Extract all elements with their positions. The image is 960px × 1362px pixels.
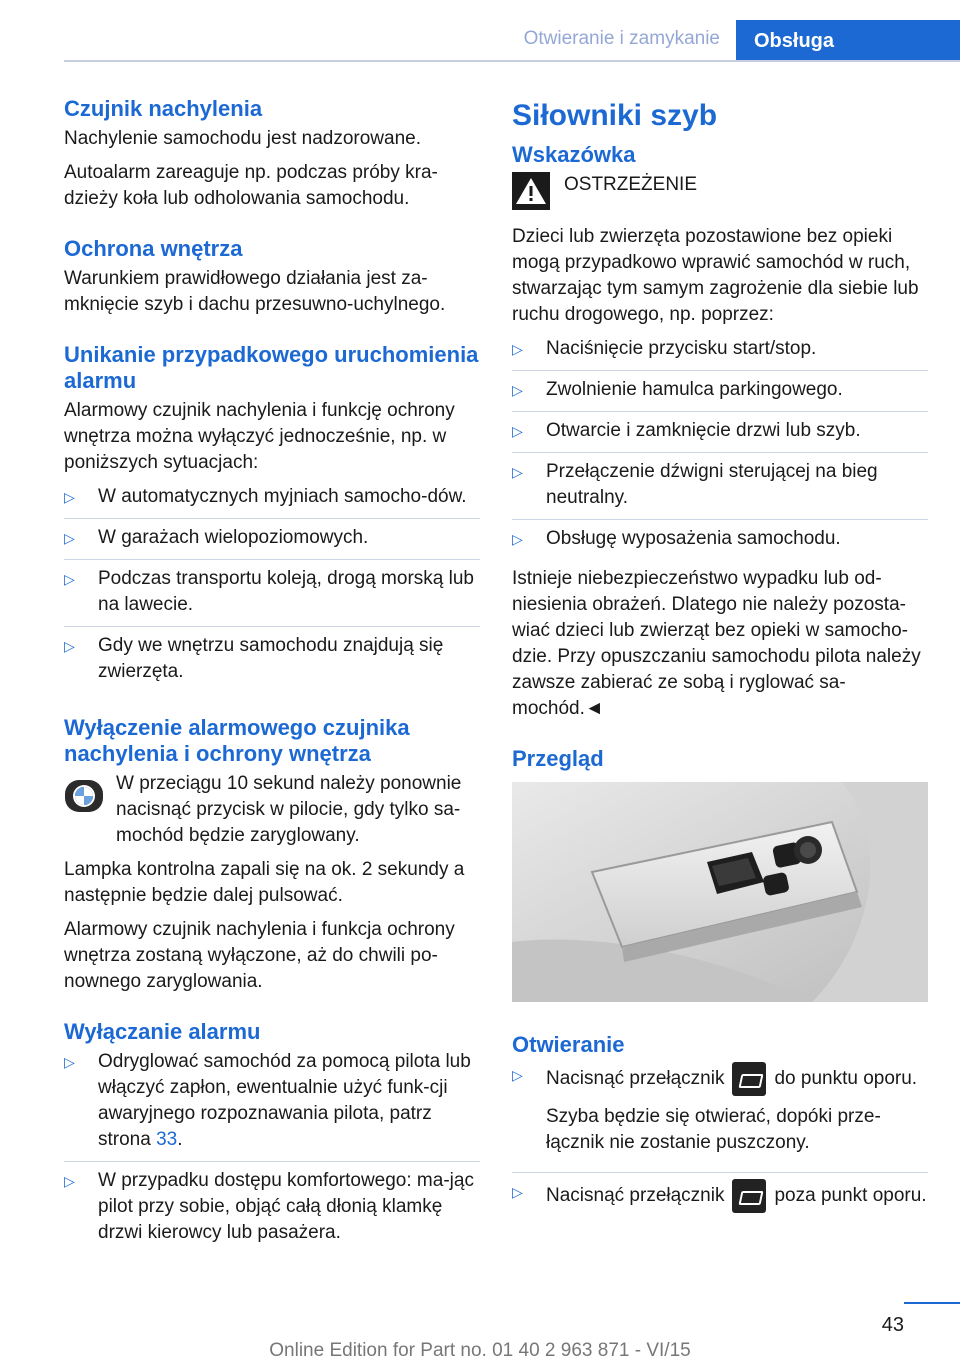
paragraph: Alarmowy czujnik nachylenia i funkcja ochrony wnętrza zostaną wyłączone, aż do chwili po-nownego zaryglowania. (64, 919, 455, 992)
warning-box (512, 172, 928, 224)
triangle-right-icon: ▷ (512, 1067, 523, 1083)
triangle-right-icon: ▷ (512, 382, 523, 398)
list-item: ▷ Przełączenie dźwigni sterującej na bieg neutralny. (512, 459, 928, 520)
triangle-right-icon: ▷ (64, 489, 75, 505)
paragraph: Nachylenie samochodu jest nadzorowane. (64, 128, 421, 149)
heading-disable-sensors: Wyłączenie alarmowego czujnika nachylenia i ochrony wnętrza (64, 715, 410, 766)
paragraph: Alarmowy czujnik nachylenia i funkcję ochrony wnętrza można wyłączyć jednocześnie, np. w poniższych sytuacjach: (64, 400, 455, 473)
heading-note: Wskazówka (512, 142, 636, 167)
situations-list (64, 484, 480, 693)
window-switch-icon (732, 1062, 766, 1096)
triangle-right-icon: ▷ (512, 341, 523, 357)
triangle-right-icon: ▷ (64, 1173, 75, 1189)
triangle-right-icon: ▷ (64, 1054, 75, 1070)
list-item: ▷ Naciśnięcie przycisku start/stop. (512, 336, 928, 371)
list-item: ▷ Nacisnąć przełącznik do punktu oporu. Szyba będzie się otwierać, dopóki prze-łącznik nie zostanie puszczony. (512, 1062, 928, 1173)
paragraph: W przeciągu 10 sekund należy ponownie nacisnąć przycisk w pilocie, gdy tylko sa-mochód będzie zaryglowany. (116, 773, 462, 846)
triangle-right-icon: ▷ (512, 531, 523, 547)
triangle-right-icon: ▷ (64, 638, 75, 654)
list-item: ▷ Nacisnąć przełącznik poza punkt oporu. (512, 1179, 928, 1221)
opening-list (512, 1062, 928, 1221)
heading-tilt-sensor: Czujnik nachylenia (64, 96, 263, 121)
warning-text: Dzieci lub zwierzęta pozostawione bez opieki mogą przypadkowo wprawić samochód w ruch, stwarzając tym samym zagrożenie dla siebie lub ruchu drogowego, np. poprzez: (512, 226, 919, 325)
header-chapter-tab: Obsługa (736, 20, 960, 62)
heading-overview: Przegląd (512, 746, 604, 771)
window-switch-icon (732, 1179, 766, 1213)
heading-avoid-false-alarm: Unikanie przypadkowego uruchomienia alarmu (64, 342, 479, 393)
paragraph: Szyba będzie się otwierać, dopóki prze-łącznik nie zostanie puszczony. (546, 1106, 881, 1153)
triangle-right-icon: ▷ (512, 423, 523, 439)
list-item: ▷ Podczas transportu koleją, drogą morską lub na lawecie. (64, 566, 480, 627)
warning-triangle-icon (512, 172, 550, 210)
door-panel-photo (512, 782, 928, 1002)
list-item: ▷ Obsługę wyposażenia samochodu. (512, 526, 928, 560)
triangle-right-icon: ▷ (64, 530, 75, 546)
footer-rule (904, 1302, 960, 1304)
header-section-title: Otwieranie i zamykanie (523, 28, 720, 49)
list-item: ▷ W przypadku dostępu komfortowego: ma-jąc pilot przy sobie, objąć całą dłonią klamkę drzwi kierowcy lub pasażera. (64, 1170, 474, 1243)
bmw-key-icon (64, 779, 104, 813)
triangle-right-icon: ▷ (64, 571, 75, 587)
warning-title: OSTRZEŻENIE (564, 174, 698, 195)
list-item: ▷ Zwolnienie hamulca parkingowego. (512, 377, 928, 412)
warning-list (512, 336, 928, 560)
triangle-right-icon: ▷ (512, 464, 523, 480)
footer-edition: Online Edition for Part no. 01 40 2 963 871 - VI/15 (269, 1340, 691, 1361)
triangle-right-icon: ▷ (512, 1184, 523, 1200)
heading-turn-off-alarm: Wyłączanie alarmu (64, 1019, 261, 1044)
paragraph: Warunkiem prawidłowego działania jest za-mknięcie szyb i dachu przesuwno-uchylnego. (64, 268, 446, 315)
paragraph: Istnieje niebezpieczeństwo wypadku lub od-niesienia obrażeń. Dlatego nie należy pozosta-wiać dzieci lub zwierząt bez opieki w samocho-dzie. Przy opuszczaniu samochodu pilota należy zawsze zabierać ze sobą i ryglować sa-mochód.◄ (512, 568, 921, 719)
heading-power-windows: Siłowniki szyb (512, 99, 718, 132)
heading-interior-protection: Ochrona wnętrza (64, 236, 243, 261)
paragraph: Lampka kontrolna zapali się na ok. 2 sekundy a następnie będzie dalej pulsować. (64, 859, 465, 906)
page-number: 43 (881, 1314, 904, 1336)
list-item: ▷ Odryglować samochód za pomocą pilota lub włączyć zapłon, ewentualnie użyć funk-cji awaryjnego rozpoznawania pilota, patrz strona 33. (64, 1049, 480, 1162)
list-item: ▷ W garażach wielopoziomowych. (64, 525, 480, 560)
page-header (64, 20, 960, 62)
remote-instruction (64, 771, 480, 849)
list-item: ▷ W automatycznych myjniach samocho-dów. (64, 484, 480, 519)
list-item: ▷ Gdy we wnętrzu samochodu znajdują się zwierzęta. (64, 635, 444, 682)
right-column (512, 96, 928, 1227)
heading-opening: Otwieranie (512, 1032, 625, 1057)
turn-off-list (64, 1049, 480, 1254)
list-item: ▷ Otwarcie i zamknięcie drzwi lub szyb. (512, 418, 928, 453)
left-column (64, 96, 480, 1260)
paragraph: Autoalarm zareaguje np. podczas próby kra-dzieży koła lub odholowania samochodu. (64, 162, 438, 209)
page-link[interactable]: 33 (156, 1129, 178, 1150)
header-rule (64, 60, 960, 62)
